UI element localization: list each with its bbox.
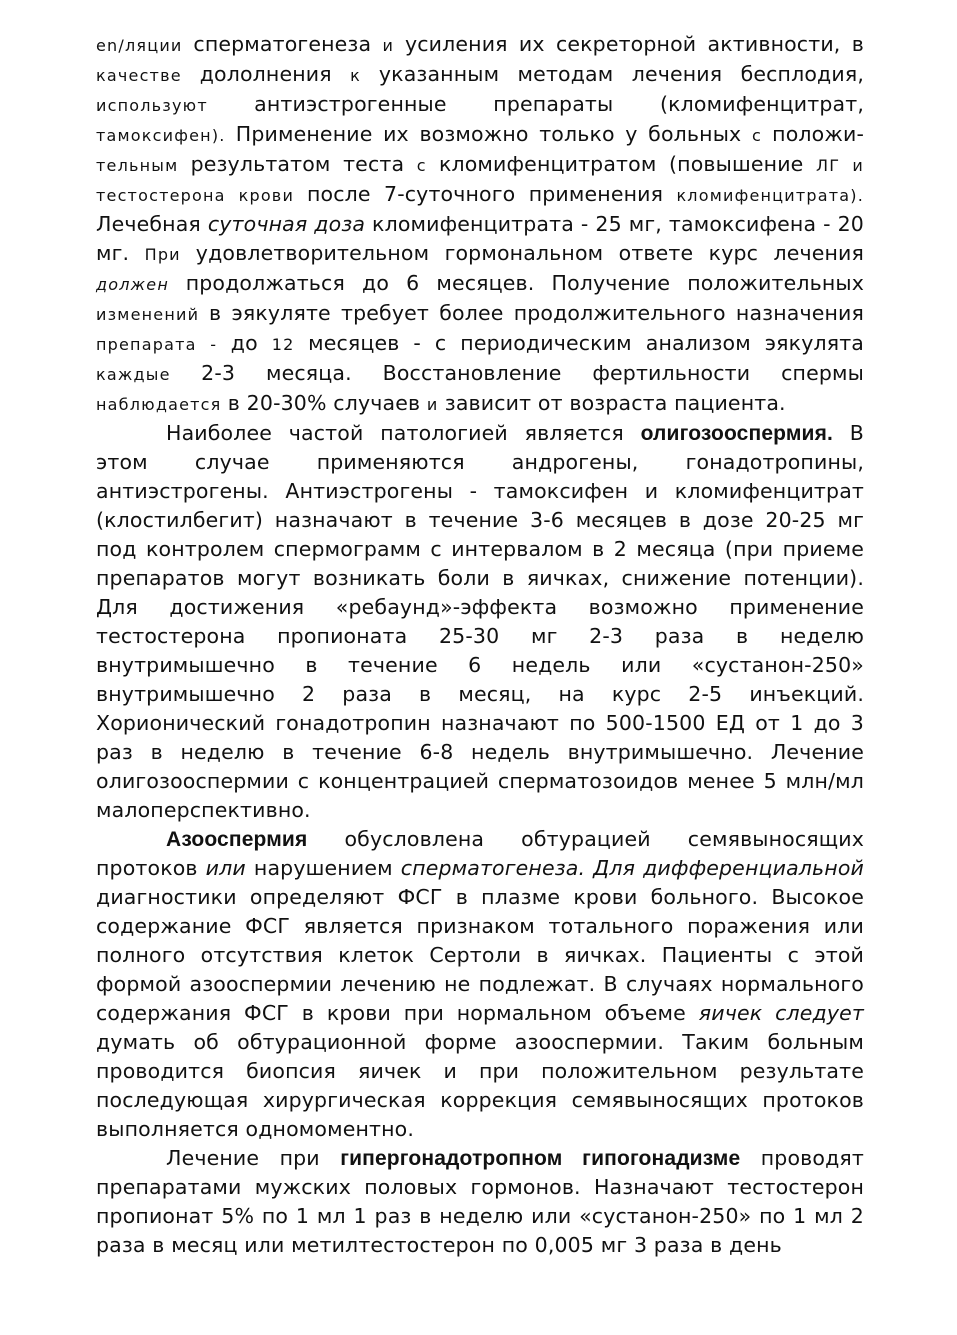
- text-segment: или: [205, 856, 254, 880]
- text-segment: используют: [96, 96, 255, 115]
- text-segment: до: [230, 331, 272, 355]
- text-segment: При: [144, 245, 196, 264]
- bold-term: Азооспермия: [166, 828, 308, 851]
- text-segment: каждые: [96, 365, 202, 384]
- text-segment: зависит от возраста пациента.: [444, 391, 786, 415]
- text-segment: кломифенцитрата - 25 мг, тамоксифена - 20 мг.: [96, 212, 864, 265]
- text-segment: удовлетворительном гормональном ответе курс лечения: [195, 241, 864, 265]
- text-segment: 2-3 месяца. Восстановление фертильности спермы: [201, 361, 864, 385]
- text-segment: качестве: [96, 66, 200, 85]
- text-segment: кломифенцитратом (повышение: [438, 152, 816, 176]
- text-segment: обусловлена обтурацией семявыносящих протоков: [96, 827, 864, 880]
- bold-term: олигозооспермия.: [640, 422, 833, 445]
- text-segment: антиэстрогенные препараты (кломифенцитрат,: [254, 92, 865, 116]
- paragraph-oligozoospermia: [96, 419, 864, 825]
- text-segment: и: [426, 395, 445, 414]
- text-segment: наблюдается: [96, 395, 228, 414]
- text-segment: препарата -: [96, 335, 231, 354]
- text-segment: Наиболее частой патологией является: [166, 421, 641, 445]
- text-segment: сперматогенеза. Для дифференциальной: [400, 856, 864, 880]
- text-segment: после 7-суточного применения: [307, 182, 677, 206]
- text-segment: суточная доза: [207, 212, 373, 236]
- text-segment: указанным методам лечения бесплодия,: [378, 62, 864, 86]
- text-segment: дололнения: [199, 62, 351, 86]
- text-segment: 12: [271, 335, 309, 354]
- text-segment: en/ляции: [96, 36, 194, 55]
- text-segment: проводят препаратами мужских половых гормонов. Назначают тестостерон пропионат 5% по 1 мл 1 раз в неделю или «сустанон-250» по 1 мл 2 раза в месяц или метилтестостерон по 0,005 мг 3 раза в день: [96, 1146, 864, 1257]
- text-segment: положи-: [772, 122, 865, 146]
- text-segment: результатом теста: [190, 152, 417, 176]
- text-segment: В этом случае применяются андрогены, гонадотропины, антиэстрогены. Антиэстрогены - тамоксифен и кломифенцитрат (клостилбегит) назначают в течение 3-6 месяцев в дозе 20-25 мг под контролем спермограмм с интервалом в 2 месяца (при приеме препаратов могут возникать боли в яичках, снижение потенции). Для достижения «ребаунд»-эффекта возможно применение тестостерона пропионата 25-30 мг 2-3 раза в неделю внутримышечно в течение 6 недель или «сустанон-250» внутримышечно 2 раза в месяц, на курс 2-5 инъекций. Хорионический гонадотропин назначают по 500-1500 ЕД от 1 до 3 раз в неделю в течение 6-8 недель внутримышечно. Лечение олигозооспермии с концентрацией сперматозоидов менее 5 млн/мл малоперспективно.: [96, 421, 864, 822]
- text-segment: к: [350, 66, 379, 85]
- text-segment: в 20-30% случаев: [227, 391, 427, 415]
- text-segment: тамоксифен).: [96, 126, 236, 145]
- text-segment: изменений: [96, 305, 210, 324]
- text-segment: с: [751, 126, 773, 145]
- paragraph-clomiphene-treatment: [96, 30, 864, 419]
- text-segment: ЛГ и тестостерона крови: [96, 156, 864, 205]
- text-segment: Лечебная: [96, 212, 208, 236]
- text-segment: думать об обтурационной форме азооспермии. Таким больным проводится биопсия яичек и при положительном результате последующая хирургическая коррекция семявыносящих протоков выполняется одномоментно.: [96, 1030, 864, 1141]
- text-segment: и: [382, 36, 405, 55]
- text-segment: диагностики определяют ФСГ в плазме крови больного. Высокое содержание ФСГ является признаком тотального поражения или полного отсутствия клеток Сертоли в яичках. Пациенты с этой формой азооспермии лечению не подлежат. В случаях нормального содержания ФСГ в крови при нормальном объеме: [96, 885, 864, 1025]
- text-segment: усиления их секреторной активности, в: [404, 32, 864, 56]
- text-segment: Лечение при: [166, 1146, 341, 1170]
- text-segment: в эякуляте требует более продолжительного назначения: [209, 301, 865, 325]
- text-segment: месяцев - с периодическим анализом эякулята: [308, 331, 865, 355]
- text-segment: должен: [96, 275, 186, 294]
- bold-term: гипергонадотропном гипогонадизме: [340, 1147, 741, 1170]
- text-segment: Применение их возможно только у больных: [235, 122, 752, 146]
- text-segment: тельным: [96, 156, 191, 175]
- text-segment: с: [416, 156, 439, 175]
- text-segment: кломифенцитрата).: [676, 186, 864, 205]
- paragraph-hypergonadotropic-hypogonadism: [96, 1144, 864, 1260]
- book-page: [96, 30, 864, 1260]
- text-segment: сперматогенеза: [193, 32, 383, 56]
- text-segment: нарушением: [253, 856, 401, 880]
- text-segment: яичек следует: [698, 1001, 864, 1025]
- text-segment: продолжаться до 6 месяцев. Получение положительных: [185, 271, 864, 295]
- paragraph-azoospermia: [96, 825, 864, 1144]
